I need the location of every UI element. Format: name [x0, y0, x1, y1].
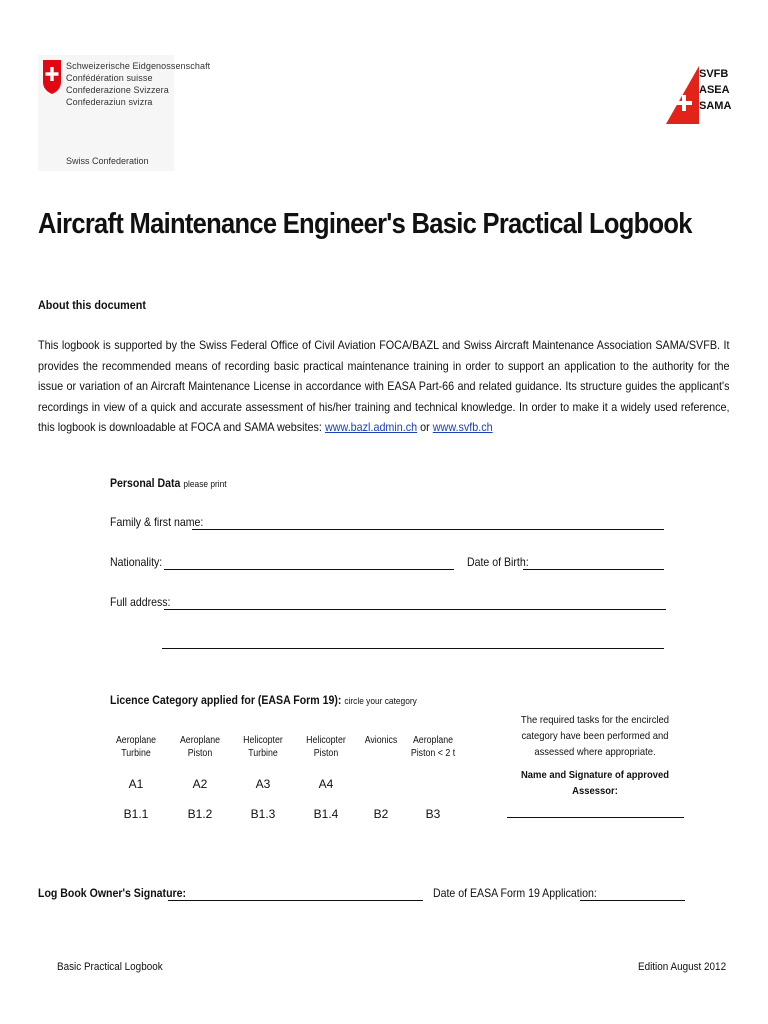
swiss-shield-icon — [43, 60, 61, 94]
category-head — [407, 734, 460, 760]
address-field[interactable] — [164, 609, 666, 610]
about-text: This logbook is supported by the Swiss Federal Office of Civil Aviation FOCA/BAZL and Swiss Aircraft Maintenance Association SAMA/SVFB. It provides the recommended means of recording basic practical maintenance training in order to support an application to the authority for the issue or variation of an Aircraft Maintenance License in accordance with EASA Part-66 and related guidance. Its structure guides the applicant's recordings in view of a quick and accurate assessment of his/her training and technical knowledge. In order to make it a widely used reference, this logbook is downloadable at FOCA and SAMA websites: — [38, 338, 730, 434]
personal-data-hint: please print — [183, 479, 227, 490]
assessor-signature-field[interactable] — [507, 817, 684, 818]
category-a2[interactable]: A2 — [192, 777, 208, 791]
category-a3[interactable]: A3 — [255, 777, 271, 791]
family-name-label: Family & first name: — [110, 515, 204, 529]
owner-signature-field[interactable] — [168, 900, 423, 901]
link-connector: or — [420, 420, 430, 434]
footer-right: Edition August 2012 — [638, 961, 727, 973]
category-head — [355, 734, 408, 747]
footer-left: Basic Practical Logbook — [57, 961, 163, 973]
licence-title: Licence Category applied for (EASA Form 19): — [110, 693, 342, 707]
association-line: ASEA — [699, 84, 730, 96]
family-name-field[interactable] — [192, 529, 664, 530]
category-head-line: Helicopter — [243, 735, 283, 746]
category-head-line: Turbine — [248, 748, 278, 759]
category-b3[interactable]: B3 — [425, 807, 441, 821]
category-head-line: Turbine — [121, 748, 151, 759]
category-head — [237, 734, 290, 760]
category-head-line: Helicopter — [306, 735, 346, 746]
form19-date-field[interactable] — [580, 900, 685, 901]
confederation-line: Schweizerische Eidgenossenschaft — [66, 61, 211, 71]
category-a1[interactable]: A1 — [128, 777, 144, 791]
assessor-label: Name and Signature of approved Assessor: — [520, 769, 670, 797]
personal-data-heading — [110, 476, 227, 490]
association-line: SAMA — [699, 100, 732, 112]
confederation-english: Swiss Confederation — [66, 156, 149, 166]
category-a4[interactable]: A4 — [318, 777, 334, 791]
about-paragraph — [38, 335, 729, 438]
category-head-line: Piston — [187, 748, 213, 759]
licence-hint: circle your category — [344, 696, 417, 707]
svfb-link[interactable]: www.svfb.ch — [432, 420, 493, 434]
category-head-line: Aeroplane — [115, 735, 157, 746]
category-head — [174, 734, 227, 760]
form19-date-label: Date of EASA Form 19 Application: — [433, 886, 597, 900]
category-b1-1[interactable]: B1.1 — [123, 807, 149, 821]
dob-field[interactable] — [523, 569, 664, 570]
confederation-line: Confédération suisse — [66, 73, 153, 83]
confederation-names — [66, 60, 210, 108]
category-head-line: Piston < 2 t — [410, 748, 456, 759]
owner-signature-label: Log Book Owner's Signature: — [38, 886, 187, 900]
category-head-line: Aeroplane — [179, 735, 221, 746]
nationality-label: Nationality: — [110, 555, 163, 569]
category-b1-2[interactable]: B1.2 — [187, 807, 213, 821]
category-b1-3[interactable]: B1.3 — [250, 807, 276, 821]
category-head-line: Piston — [313, 748, 339, 759]
personal-data-title: Personal Data — [110, 476, 181, 490]
dob-label: Date of Birth: — [467, 555, 529, 569]
licence-heading — [110, 693, 417, 707]
about-heading: About this document — [38, 298, 146, 312]
address-label: Full address: — [110, 595, 171, 609]
category-head-line: Aeroplane — [412, 735, 454, 746]
address-field-line2[interactable] — [162, 648, 664, 649]
category-head-line: Avionics — [364, 735, 398, 746]
association-line: SVFB — [699, 68, 729, 80]
assessor-note: The required tasks for the encircled category have been performed and assessed where appropriate. — [520, 714, 670, 758]
nationality-field[interactable] — [164, 569, 454, 570]
category-head — [110, 734, 163, 760]
category-b2[interactable]: B2 — [373, 807, 389, 821]
category-head — [300, 734, 353, 760]
document-title: Aircraft Maintenance Engineer's Basic Practical Logbook — [38, 208, 692, 240]
category-b1-4[interactable]: B1.4 — [313, 807, 339, 821]
bazl-link[interactable]: www.bazl.admin.ch — [324, 420, 418, 434]
confederation-line: Confederazione Svizzera — [66, 85, 169, 95]
association-names — [699, 66, 731, 114]
confederation-line: Confederaziun svizra — [66, 97, 153, 107]
